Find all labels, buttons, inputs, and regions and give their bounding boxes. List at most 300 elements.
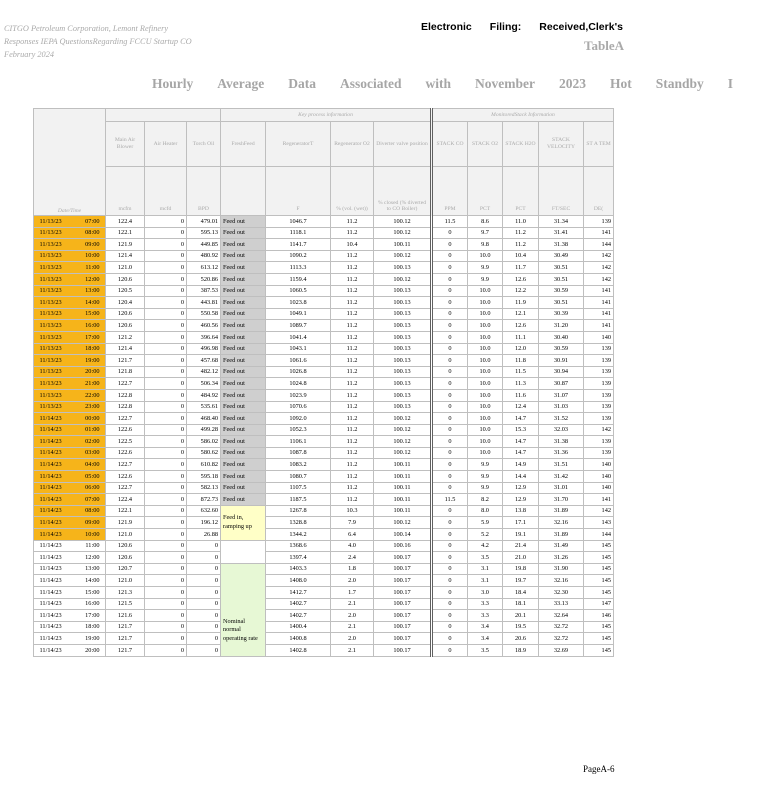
fresh-feed-cell: Feed out bbox=[221, 413, 266, 425]
main-air-blower-cell: 121.3 bbox=[106, 587, 145, 599]
diverter-valve-cell: 100.11 bbox=[374, 482, 432, 494]
regenerator-temp-cell: 1087.8 bbox=[266, 447, 331, 459]
column-name-cell: STACK H2O bbox=[503, 122, 539, 167]
time-value: 22:00 bbox=[85, 391, 100, 399]
diverter-valve-cell: 100.13 bbox=[374, 320, 432, 332]
stack-velocity-cell: 32.03 bbox=[539, 424, 584, 436]
stack-temp-cell: 139 bbox=[584, 413, 614, 425]
regenerator-temp-cell: 1328.8 bbox=[266, 517, 331, 529]
table-row bbox=[34, 273, 614, 285]
diverter-valve-cell: 100.13 bbox=[374, 297, 432, 309]
column-name-cell: STACK O2 bbox=[468, 122, 503, 167]
stack-velocity-cell: 33.13 bbox=[539, 598, 584, 610]
title-word: Hourly bbox=[152, 76, 194, 91]
main-air-blower-cell: 121.5 bbox=[106, 598, 145, 610]
datetime-cell bbox=[34, 644, 106, 656]
fresh-feed-cell: Feed out bbox=[221, 355, 266, 367]
column-name-cell: Torch Oil bbox=[187, 122, 221, 167]
date-value: 11/14/23 bbox=[39, 472, 62, 480]
time-value: 04:00 bbox=[85, 461, 100, 469]
title-word: November bbox=[475, 76, 535, 91]
regenerator-temp-cell: 1397.4 bbox=[266, 552, 331, 564]
table-row bbox=[34, 494, 614, 506]
diverter-valve-cell: 100.17 bbox=[374, 621, 432, 633]
regenerator-o2-cell: 11.2 bbox=[331, 308, 374, 320]
time-value: 06:00 bbox=[85, 484, 100, 492]
time-value: 07:00 bbox=[85, 217, 100, 225]
air-heater-cell: 0 bbox=[145, 621, 187, 633]
fresh-feed-cell: Feed out bbox=[221, 308, 266, 320]
air-heater-cell: 0 bbox=[145, 459, 187, 471]
time-value: 14:00 bbox=[85, 298, 100, 306]
main-air-blower-cell: 122.7 bbox=[106, 459, 145, 471]
stack-co-cell: 0 bbox=[432, 529, 468, 541]
filing-word-3: Received,Clerk's bbox=[539, 21, 623, 33]
torch-oil-cell: 457.68 bbox=[187, 355, 221, 367]
time-value: 09:00 bbox=[85, 240, 100, 248]
regenerator-temp-cell: 1041.4 bbox=[266, 331, 331, 343]
date-value: 11/13/23 bbox=[39, 240, 62, 248]
stack-temp-cell: 144 bbox=[584, 239, 614, 251]
table-row bbox=[34, 552, 614, 564]
regenerator-temp-cell: 1187.5 bbox=[266, 494, 331, 506]
stack-o2-cell: 10.0 bbox=[468, 436, 503, 448]
main-air-blower-cell: 121.6 bbox=[106, 610, 145, 622]
column-name-row bbox=[34, 122, 614, 167]
fresh-feed-cell: Feed out bbox=[221, 447, 266, 459]
air-heater-cell: 0 bbox=[145, 216, 187, 228]
date-value: 11/13/23 bbox=[39, 403, 62, 411]
main-air-blower-cell: 121.7 bbox=[106, 355, 145, 367]
time-value: 20:00 bbox=[85, 368, 100, 376]
column-unit-cell: % (vol. (wet)) bbox=[331, 167, 374, 216]
regenerator-o2-cell: 11.2 bbox=[331, 482, 374, 494]
date-value: 11/14/23 bbox=[39, 426, 62, 434]
regenerator-temp-cell: 1113.3 bbox=[266, 262, 331, 274]
main-air-blower-cell: 121.4 bbox=[106, 250, 145, 262]
stack-o2-cell: 8.2 bbox=[468, 494, 503, 506]
stack-h2o-cell: 18.1 bbox=[503, 598, 539, 610]
stack-h2o-cell: 14.7 bbox=[503, 413, 539, 425]
table-row bbox=[34, 633, 614, 645]
torch-oil-cell: 535.61 bbox=[187, 401, 221, 413]
stack-co-cell: 0 bbox=[432, 366, 468, 378]
stack-velocity-cell: 31.34 bbox=[539, 216, 584, 228]
date-value: 11/13/23 bbox=[39, 263, 62, 271]
stack-co-cell: 0 bbox=[432, 424, 468, 436]
regenerator-temp-cell: 1043.1 bbox=[266, 343, 331, 355]
table-row bbox=[34, 413, 614, 425]
datetime-cell bbox=[34, 413, 106, 425]
column-unit-cell: mcfd bbox=[145, 167, 187, 216]
stack-co-cell: 0 bbox=[432, 587, 468, 599]
main-air-blower-cell: 121.7 bbox=[106, 633, 145, 645]
fresh-feed-cell: Feed out bbox=[221, 239, 266, 251]
stack-co-cell: 0 bbox=[432, 505, 468, 517]
diverter-valve-cell: 100.11 bbox=[374, 239, 432, 251]
stack-o2-cell: 9.9 bbox=[468, 459, 503, 471]
time-value: 13:00 bbox=[85, 565, 100, 573]
torch-oil-cell: 580.62 bbox=[187, 447, 221, 459]
torch-oil-cell: 595.18 bbox=[187, 471, 221, 483]
stack-temp-cell: 139 bbox=[584, 366, 614, 378]
datetime-cell bbox=[34, 529, 106, 541]
fresh-feed-cell: Feed out bbox=[221, 216, 266, 228]
torch-oil-cell: 484.92 bbox=[187, 389, 221, 401]
table-row bbox=[34, 598, 614, 610]
regenerator-temp-cell: 1090.2 bbox=[266, 250, 331, 262]
column-unit-row bbox=[34, 167, 614, 216]
regenerator-o2-cell: 11.2 bbox=[331, 331, 374, 343]
stack-temp-cell: 139 bbox=[584, 216, 614, 228]
torch-oil-cell: 582.13 bbox=[187, 482, 221, 494]
regenerator-temp-cell: 1083.2 bbox=[266, 459, 331, 471]
stack-velocity-cell: 30.59 bbox=[539, 343, 584, 355]
datetime-cell bbox=[34, 575, 106, 587]
stack-velocity-cell: 30.91 bbox=[539, 355, 584, 367]
date-value: 11/13/23 bbox=[39, 356, 62, 364]
regenerator-o2-cell: 11.2 bbox=[331, 413, 374, 425]
main-air-blower-cell: 122.4 bbox=[106, 494, 145, 506]
column-name-cell: Regenerator O2 bbox=[331, 122, 374, 167]
datetime-cell bbox=[34, 216, 106, 228]
regenerator-o2-cell: 2.0 bbox=[331, 575, 374, 587]
nominal-rate-label: Nominal normal operating rate bbox=[223, 617, 258, 642]
torch-oil-cell: 0 bbox=[187, 610, 221, 622]
datetime-cell bbox=[34, 424, 106, 436]
stack-velocity-cell: 31.26 bbox=[539, 552, 584, 564]
stack-velocity-cell: 31.89 bbox=[539, 505, 584, 517]
stack-temp-cell: 144 bbox=[584, 529, 614, 541]
regenerator-o2-cell: 11.2 bbox=[331, 343, 374, 355]
diverter-valve-cell: 100.17 bbox=[374, 563, 432, 575]
datetime-cell bbox=[34, 598, 106, 610]
regenerator-o2-cell: 2.1 bbox=[331, 621, 374, 633]
stack-velocity-cell: 31.42 bbox=[539, 471, 584, 483]
page-number: PageA-6 bbox=[583, 764, 615, 774]
datetime-cell bbox=[34, 343, 106, 355]
regenerator-o2-cell: 11.2 bbox=[331, 401, 374, 413]
table-row bbox=[34, 343, 614, 355]
regenerator-temp-cell: 1368.6 bbox=[266, 540, 331, 552]
diverter-valve-cell: 100.12 bbox=[374, 273, 432, 285]
torch-oil-cell: 872.73 bbox=[187, 494, 221, 506]
stack-o2-cell: 9.9 bbox=[468, 262, 503, 274]
fresh-feed-cell: Feed out bbox=[221, 436, 266, 448]
stack-temp-cell: 142 bbox=[584, 262, 614, 274]
regenerator-o2-cell: 11.2 bbox=[331, 297, 374, 309]
torch-oil-cell: 468.40 bbox=[187, 413, 221, 425]
stack-temp-cell: 141 bbox=[584, 227, 614, 239]
air-heater-cell: 0 bbox=[145, 575, 187, 587]
date-value: 11/13/23 bbox=[39, 252, 62, 260]
fresh-feed-cell: Feed out bbox=[221, 285, 266, 297]
air-heater-cell: 0 bbox=[145, 505, 187, 517]
fresh-feed-cell: Feed out bbox=[221, 471, 266, 483]
stack-velocity-cell: 30.94 bbox=[539, 366, 584, 378]
stack-co-cell: 0 bbox=[432, 471, 468, 483]
time-value: 12:00 bbox=[85, 553, 100, 561]
time-value: 18:00 bbox=[85, 345, 100, 353]
torch-oil-cell: 0 bbox=[187, 587, 221, 599]
datetime-cell bbox=[34, 621, 106, 633]
regenerator-o2-cell: 11.2 bbox=[331, 355, 374, 367]
stack-temp-cell: 139 bbox=[584, 436, 614, 448]
stack-co-cell: 0 bbox=[432, 250, 468, 262]
air-heater-cell: 0 bbox=[145, 424, 187, 436]
main-air-blower-cell: 121.7 bbox=[106, 621, 145, 633]
diverter-valve-cell: 100.13 bbox=[374, 343, 432, 355]
stack-co-cell: 0 bbox=[432, 621, 468, 633]
torch-oil-cell: 0 bbox=[187, 552, 221, 564]
regenerator-o2-cell: 10.4 bbox=[331, 239, 374, 251]
stack-h2o-cell: 18.9 bbox=[503, 644, 539, 656]
time-value: 19:00 bbox=[85, 634, 100, 642]
column-name-cell: RegeneratorT bbox=[266, 122, 331, 167]
stack-temp-cell: 145 bbox=[584, 540, 614, 552]
table-row bbox=[34, 563, 614, 575]
stack-h2o-cell: 11.3 bbox=[503, 378, 539, 390]
regenerator-o2-cell: 7.9 bbox=[331, 517, 374, 529]
filing-stamp bbox=[421, 21, 641, 33]
stack-velocity-cell: 32.30 bbox=[539, 587, 584, 599]
stack-o2-cell: 10.0 bbox=[468, 355, 503, 367]
main-air-blower-cell: 121.9 bbox=[106, 517, 145, 529]
regenerator-temp-cell: 1061.6 bbox=[266, 355, 331, 367]
diverter-valve-cell: 100.13 bbox=[374, 285, 432, 297]
datetime-cell bbox=[34, 459, 106, 471]
main-air-blower-cell: 121.0 bbox=[106, 575, 145, 587]
torch-oil-cell: 632.60 bbox=[187, 505, 221, 517]
time-value: 08:00 bbox=[85, 229, 100, 237]
stack-h2o-cell: 11.2 bbox=[503, 227, 539, 239]
date-value: 11/13/23 bbox=[39, 298, 62, 306]
stack-co-cell: 0 bbox=[432, 320, 468, 332]
stack-o2-cell: 9.8 bbox=[468, 239, 503, 251]
date-value: 11/13/23 bbox=[39, 345, 62, 353]
main-air-blower-cell: 122.8 bbox=[106, 401, 145, 413]
stack-o2-cell: 3.5 bbox=[468, 644, 503, 656]
column-unit-cell: DE( bbox=[584, 167, 614, 216]
table-row bbox=[34, 471, 614, 483]
document-header-left bbox=[4, 23, 304, 61]
regenerator-temp-cell: 1344.2 bbox=[266, 529, 331, 541]
diverter-valve-cell: 100.12 bbox=[374, 424, 432, 436]
datetime-header-label: Date/Time bbox=[57, 208, 82, 215]
stack-velocity-cell: 32.72 bbox=[539, 633, 584, 645]
torch-oil-cell: 499.28 bbox=[187, 424, 221, 436]
time-value: 19:00 bbox=[85, 356, 100, 364]
stack-h2o-cell: 12.6 bbox=[503, 273, 539, 285]
stack-o2-cell: 10.0 bbox=[468, 401, 503, 413]
datetime-cell bbox=[34, 366, 106, 378]
stack-o2-cell: 10.0 bbox=[468, 413, 503, 425]
stack-h2o-cell: 14.4 bbox=[503, 471, 539, 483]
torch-oil-cell: 26.88 bbox=[187, 529, 221, 541]
stack-temp-cell: 141 bbox=[584, 297, 614, 309]
stack-h2o-cell: 10.4 bbox=[503, 250, 539, 262]
stack-h2o-cell: 12.4 bbox=[503, 401, 539, 413]
fresh-feed-cell: Feed out bbox=[221, 401, 266, 413]
air-heater-cell: 0 bbox=[145, 239, 187, 251]
time-value: 14:00 bbox=[85, 577, 100, 584]
datetime-cell bbox=[34, 308, 106, 320]
datetime-cell bbox=[34, 552, 106, 564]
date-value: 11/14/23 bbox=[39, 437, 62, 445]
stack-h2o-cell: 11.7 bbox=[503, 262, 539, 274]
stack-co-cell: 0 bbox=[432, 239, 468, 251]
table-row bbox=[34, 621, 614, 633]
stack-h2o-cell: 11.1 bbox=[503, 331, 539, 343]
date-value: 11/13/23 bbox=[39, 321, 62, 329]
stack-co-cell: 0 bbox=[432, 343, 468, 355]
stack-co-cell: 0 bbox=[432, 285, 468, 297]
air-heater-cell: 0 bbox=[145, 610, 187, 622]
date-value: 11/14/23 bbox=[39, 542, 62, 550]
diverter-valve-cell: 100.17 bbox=[374, 587, 432, 599]
table-row bbox=[34, 587, 614, 599]
datetime-cell bbox=[34, 540, 106, 552]
diverter-valve-cell: 100.17 bbox=[374, 610, 432, 622]
stack-co-cell: 0 bbox=[432, 413, 468, 425]
datetime-cell bbox=[34, 262, 106, 274]
regenerator-o2-cell: 10.3 bbox=[331, 505, 374, 517]
diverter-valve-cell: 100.13 bbox=[374, 355, 432, 367]
stack-velocity-cell: 31.49 bbox=[539, 540, 584, 552]
torch-oil-cell: 0 bbox=[187, 633, 221, 645]
date-value: 11/14/23 bbox=[39, 495, 62, 503]
date-value: 11/13/23 bbox=[39, 217, 62, 225]
stack-co-cell: 0 bbox=[432, 633, 468, 645]
table-row bbox=[34, 644, 614, 656]
stack-o2-cell: 10.0 bbox=[468, 378, 503, 390]
stack-temp-cell: 145 bbox=[584, 633, 614, 645]
stack-o2-cell: 5.9 bbox=[468, 517, 503, 529]
stack-o2-cell: 9.9 bbox=[468, 273, 503, 285]
diverter-valve-cell: 100.13 bbox=[374, 401, 432, 413]
torch-oil-cell: 0 bbox=[187, 598, 221, 610]
date-value: 11/14/23 bbox=[39, 588, 62, 596]
date-value: 11/14/23 bbox=[39, 600, 62, 608]
stack-h2o-cell: 19.5 bbox=[503, 621, 539, 633]
stack-temp-cell: 142 bbox=[584, 250, 614, 262]
regenerator-o2-cell: 11.2 bbox=[331, 447, 374, 459]
title-word: Standby bbox=[655, 76, 704, 91]
table-row bbox=[34, 331, 614, 343]
stack-temp-cell: 145 bbox=[584, 621, 614, 633]
datetime-cell bbox=[34, 331, 106, 343]
stack-velocity-cell: 31.38 bbox=[539, 436, 584, 448]
stack-h2o-cell: 18.4 bbox=[503, 587, 539, 599]
table-row bbox=[34, 308, 614, 320]
stack-temp-cell: 140 bbox=[584, 471, 614, 483]
regenerator-temp-cell: 1159.4 bbox=[266, 273, 331, 285]
stack-o2-cell: 10.0 bbox=[468, 343, 503, 355]
stack-h2o-cell: 19.7 bbox=[503, 575, 539, 587]
stack-temp-cell: 145 bbox=[584, 575, 614, 587]
stack-co-cell: 0 bbox=[432, 297, 468, 309]
stack-h2o-cell: 19.1 bbox=[503, 529, 539, 541]
diverter-valve-cell: 100.12 bbox=[374, 227, 432, 239]
regenerator-temp-cell: 1089.7 bbox=[266, 320, 331, 332]
air-heater-cell: 0 bbox=[145, 436, 187, 448]
stack-co-cell: 0 bbox=[432, 331, 468, 343]
column-unit-cell: PCT bbox=[468, 167, 503, 216]
column-unit-cell: PCT bbox=[503, 167, 539, 216]
stack-temp-cell: 140 bbox=[584, 459, 614, 471]
torch-oil-cell: 396.64 bbox=[187, 331, 221, 343]
stack-co-cell: 0 bbox=[432, 517, 468, 529]
main-air-blower-cell: 121.4 bbox=[106, 343, 145, 355]
stack-co-cell: 0 bbox=[432, 552, 468, 564]
diverter-valve-cell: 100.12 bbox=[374, 250, 432, 262]
column-name-cell: FreshFeed bbox=[221, 122, 266, 167]
stack-h2o-cell: 11.2 bbox=[503, 239, 539, 251]
stack-velocity-cell: 31.90 bbox=[539, 563, 584, 575]
column-unit-cell bbox=[221, 167, 266, 216]
stack-velocity-cell: 31.41 bbox=[539, 227, 584, 239]
header-line-1: CITGO Petroleum Corporation, Lemont Refinery bbox=[4, 24, 169, 33]
column-unit-cell: mcfm bbox=[106, 167, 145, 216]
torch-oil-cell: 443.81 bbox=[187, 297, 221, 309]
regenerator-o2-cell: 11.2 bbox=[331, 494, 374, 506]
date-value: 11/14/23 bbox=[39, 461, 62, 469]
stack-velocity-cell: 31.01 bbox=[539, 482, 584, 494]
main-air-blower-cell: 120.5 bbox=[106, 285, 145, 297]
stack-h2o-cell: 13.8 bbox=[503, 505, 539, 517]
regenerator-temp-cell: 1403.3 bbox=[266, 563, 331, 575]
regenerator-o2-cell: 11.2 bbox=[331, 250, 374, 262]
air-heater-cell: 0 bbox=[145, 285, 187, 297]
main-air-blower-cell: 121.9 bbox=[106, 239, 145, 251]
air-heater-cell: 0 bbox=[145, 529, 187, 541]
regenerator-o2-cell: 11.2 bbox=[331, 227, 374, 239]
stack-velocity-cell: 30.51 bbox=[539, 262, 584, 274]
table-row bbox=[34, 378, 614, 390]
regenerator-o2-cell: 11.2 bbox=[331, 366, 374, 378]
regenerator-o2-cell: 2.0 bbox=[331, 610, 374, 622]
stack-velocity-cell: 31.52 bbox=[539, 413, 584, 425]
table-row bbox=[34, 355, 614, 367]
stack-o2-cell: 9.9 bbox=[468, 482, 503, 494]
stack-h2o-cell: 17.1 bbox=[503, 517, 539, 529]
stack-temp-cell: 139 bbox=[584, 447, 614, 459]
stack-o2-cell: 5.2 bbox=[468, 529, 503, 541]
stack-o2-cell: 10.0 bbox=[468, 389, 503, 401]
column-name-cell: ST A TEM bbox=[584, 122, 614, 167]
air-heater-cell: 0 bbox=[145, 413, 187, 425]
stack-temp-cell: 139 bbox=[584, 389, 614, 401]
regenerator-o2-cell: 11.2 bbox=[331, 459, 374, 471]
table-row bbox=[34, 447, 614, 459]
stack-temp-cell: 145 bbox=[584, 644, 614, 656]
fresh-feed-cell: Feed out bbox=[221, 262, 266, 274]
air-heater-cell: 0 bbox=[145, 633, 187, 645]
table-row bbox=[34, 401, 614, 413]
title-word: with bbox=[425, 76, 452, 91]
stack-h2o-cell: 20.6 bbox=[503, 633, 539, 645]
stack-o2-cell: 10.0 bbox=[468, 320, 503, 332]
date-value: 11/14/23 bbox=[39, 507, 62, 515]
air-heater-cell: 0 bbox=[145, 447, 187, 459]
regenerator-temp-cell: 1092.0 bbox=[266, 413, 331, 425]
torch-oil-cell: 613.12 bbox=[187, 262, 221, 274]
diverter-valve-cell: 100.17 bbox=[374, 598, 432, 610]
stack-velocity-cell: 31.70 bbox=[539, 494, 584, 506]
air-heater-cell: 0 bbox=[145, 366, 187, 378]
stack-h2o-cell: 11.9 bbox=[503, 297, 539, 309]
column-unit-cell: PPM bbox=[432, 167, 468, 216]
